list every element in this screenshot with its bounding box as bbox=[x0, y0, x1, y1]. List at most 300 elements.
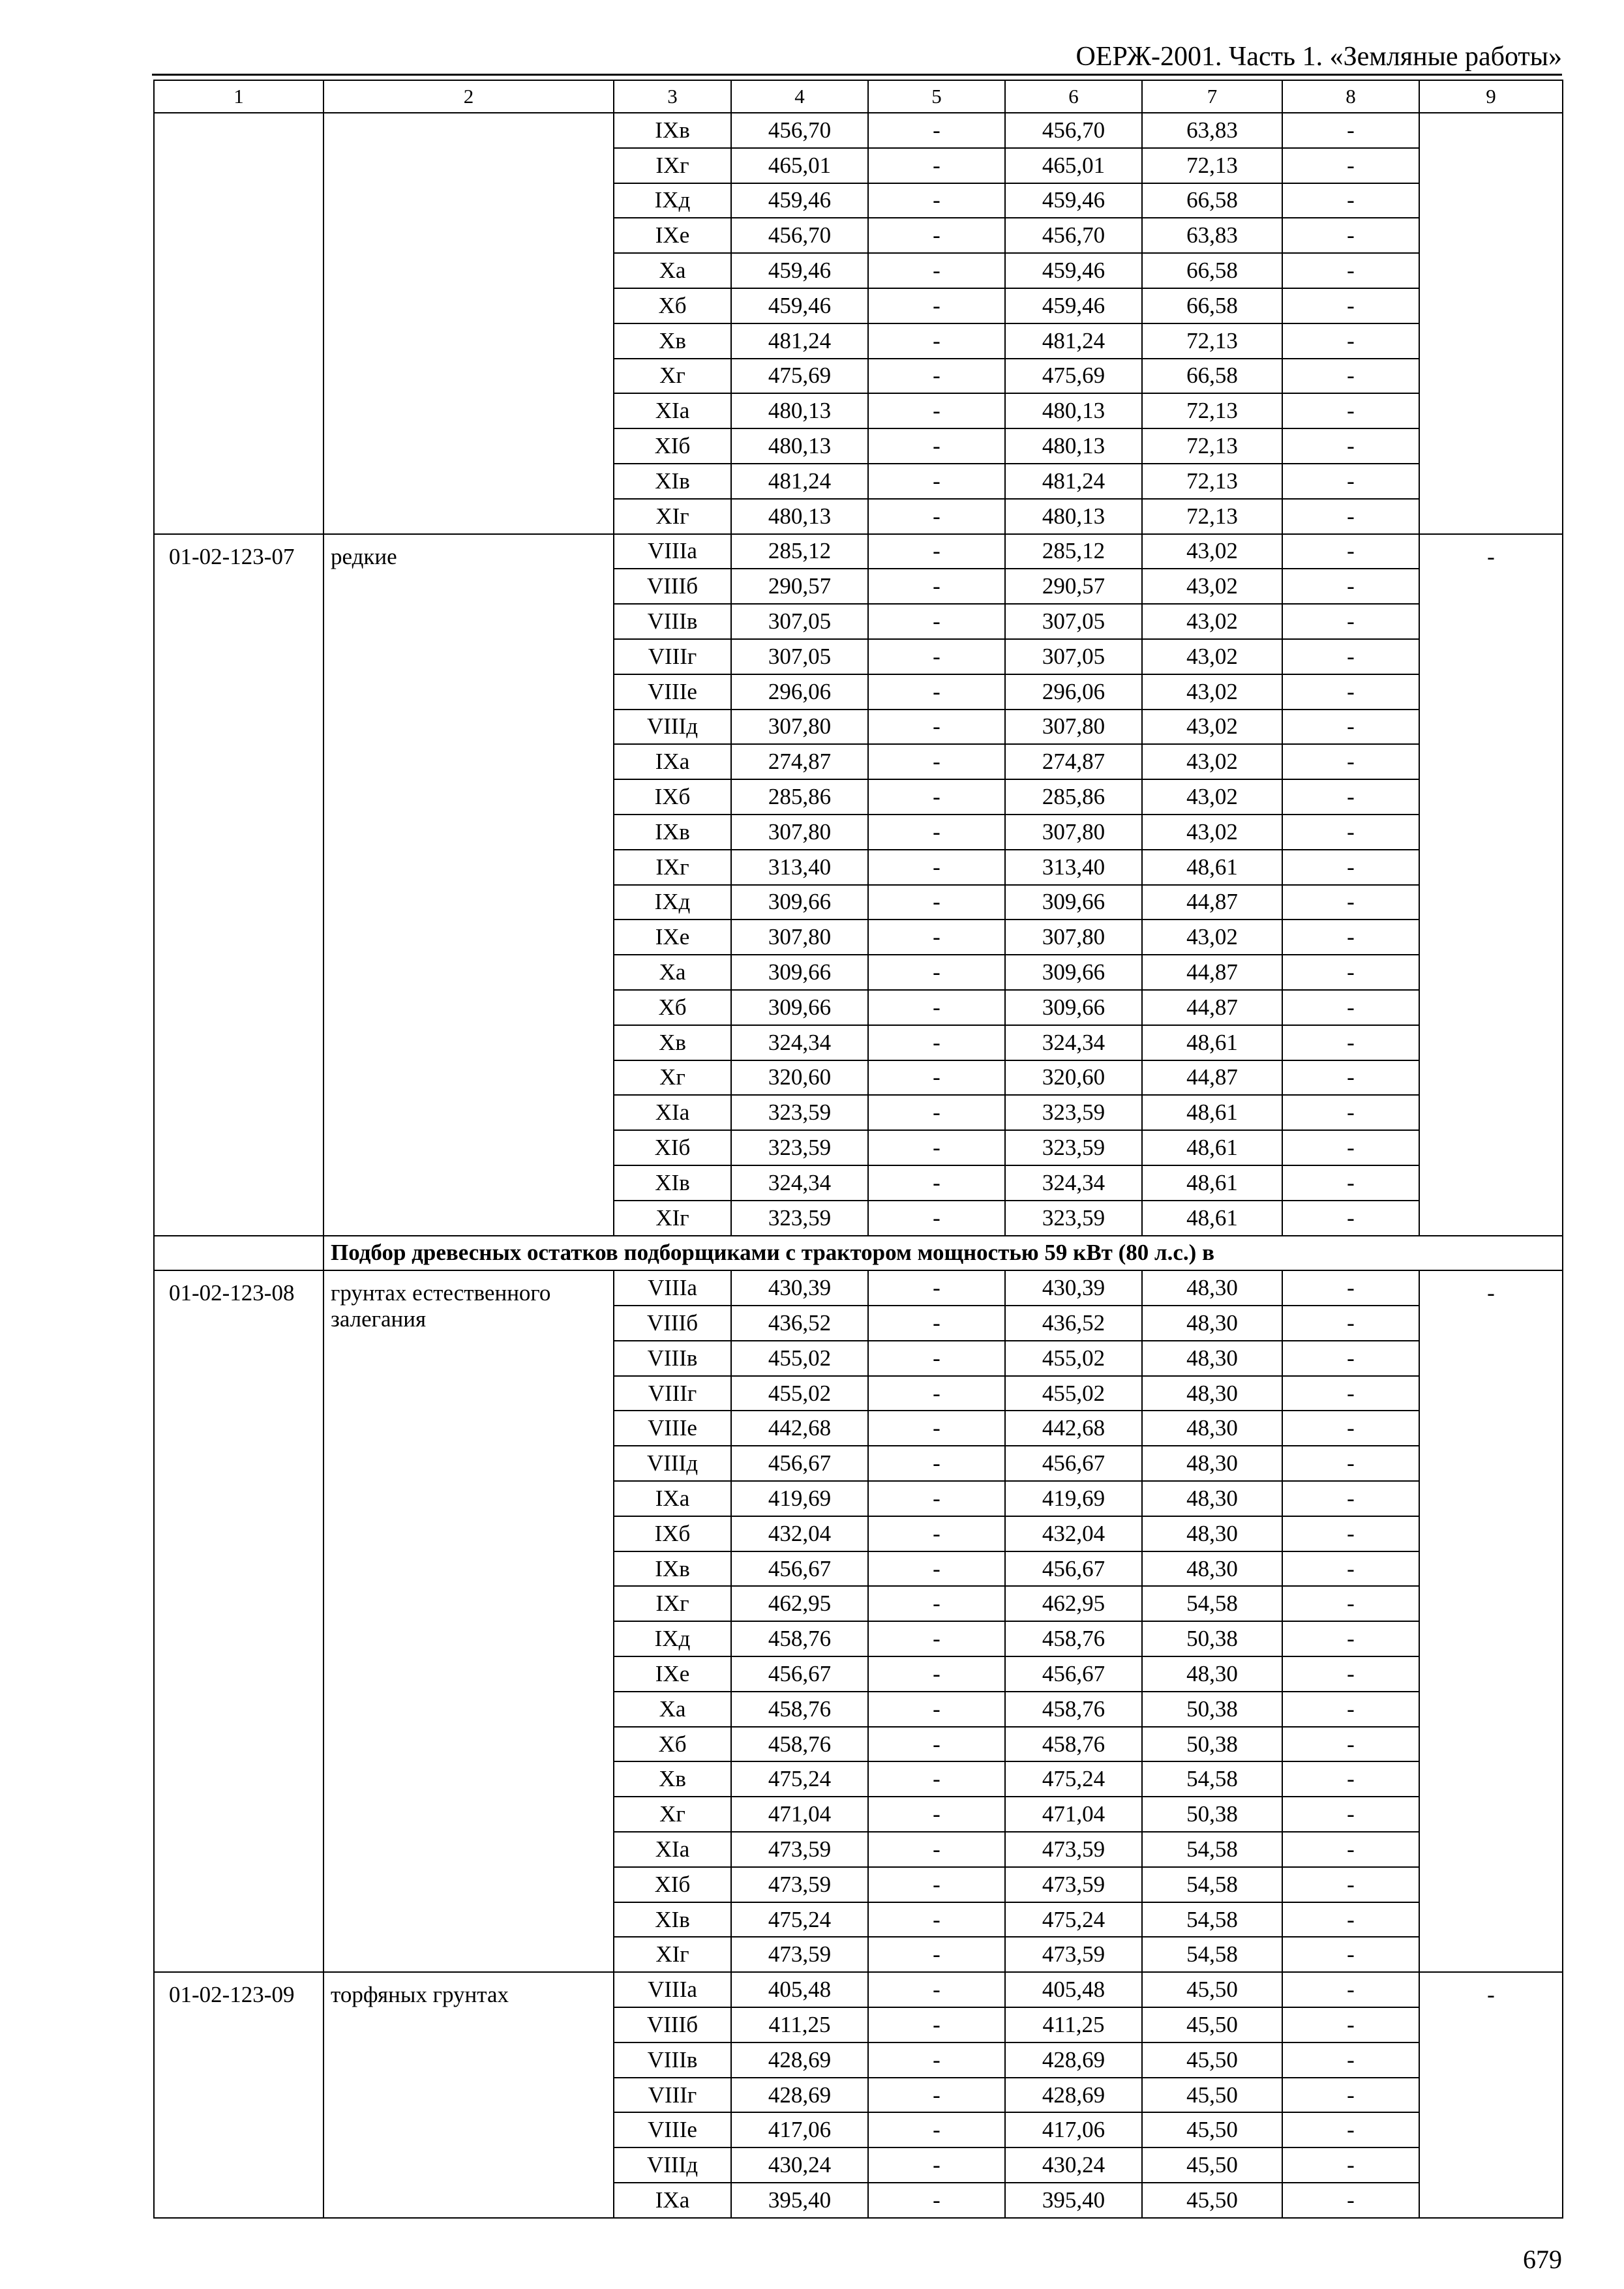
machine-cost-cell: 411,25 bbox=[1005, 2007, 1142, 2042]
materials-cell: - bbox=[1282, 639, 1419, 674]
total-cost-cell: 480,13 bbox=[731, 499, 868, 534]
total-cost-cell: 480,13 bbox=[731, 428, 868, 464]
materials-cell: - bbox=[1282, 1656, 1419, 1692]
materials-cell: - bbox=[1282, 1902, 1419, 1937]
materials-cell: - bbox=[1282, 779, 1419, 815]
total-cost-cell: 323,59 bbox=[731, 1201, 868, 1236]
soil-group-cell: IXв bbox=[614, 1551, 731, 1587]
machine-cost-cell: 324,34 bbox=[1005, 1165, 1142, 1201]
soil-group-cell: IXд bbox=[614, 1621, 731, 1656]
driver-wages-cell: 48,30 bbox=[1142, 1411, 1282, 1446]
driver-wages-cell: 48,61 bbox=[1142, 850, 1282, 885]
total-cost-cell: 481,24 bbox=[731, 464, 868, 499]
machine-cost-cell: 417,06 bbox=[1005, 2112, 1142, 2147]
materials-cell: - bbox=[1282, 1972, 1419, 2007]
wages-cell: - bbox=[868, 1727, 1005, 1762]
soil-group-cell: IXа bbox=[614, 2183, 731, 2218]
soil-group-cell: XIв bbox=[614, 1165, 731, 1201]
driver-wages-cell: 48,61 bbox=[1142, 1165, 1282, 1201]
machine-cost-cell: 432,04 bbox=[1005, 1516, 1142, 1551]
driver-wages-cell: 48,30 bbox=[1142, 1306, 1282, 1341]
total-cost-cell: 465,01 bbox=[731, 148, 868, 183]
machine-cost-cell: 419,69 bbox=[1005, 1481, 1142, 1516]
soil-group-cell: IXб bbox=[614, 779, 731, 815]
soil-group-cell: VIIIг bbox=[614, 2078, 731, 2113]
wages-cell: - bbox=[868, 253, 1005, 288]
soil-group-cell: XIа bbox=[614, 393, 731, 428]
soil-group-cell: IXа bbox=[614, 744, 731, 779]
machine-cost-cell: 480,13 bbox=[1005, 428, 1142, 464]
materials-cell: - bbox=[1282, 1095, 1419, 1130]
total-cost-cell: 320,60 bbox=[731, 1060, 868, 1096]
machine-cost-cell: 274,87 bbox=[1005, 744, 1142, 779]
machine-cost-cell: 481,24 bbox=[1005, 464, 1142, 499]
total-cost-cell: 432,04 bbox=[731, 1516, 868, 1551]
soil-group-cell: Xв bbox=[614, 1761, 731, 1797]
machine-cost-cell: 285,12 bbox=[1005, 534, 1142, 569]
soil-group-cell: IXе bbox=[614, 920, 731, 955]
materials-cell: - bbox=[1282, 1446, 1419, 1481]
materials-cell: - bbox=[1282, 2042, 1419, 2078]
materials-cell: - bbox=[1282, 2112, 1419, 2147]
wages-cell: - bbox=[868, 744, 1005, 779]
total-cost-cell: 307,80 bbox=[731, 920, 868, 955]
table-row bbox=[154, 1972, 1563, 2007]
driver-wages-cell: 44,87 bbox=[1142, 990, 1282, 1025]
driver-wages-cell: 48,30 bbox=[1142, 1656, 1282, 1692]
col9-cell: - bbox=[1419, 534, 1563, 1236]
driver-wages-cell: 66,58 bbox=[1142, 288, 1282, 323]
column-number: 4 bbox=[731, 80, 868, 113]
materials-cell: - bbox=[1282, 464, 1419, 499]
table-row bbox=[154, 1270, 1563, 1306]
driver-wages-cell: 50,38 bbox=[1142, 1797, 1282, 1832]
machine-cost-cell: 456,70 bbox=[1005, 218, 1142, 253]
wages-cell: - bbox=[868, 1270, 1005, 1306]
total-cost-cell: 290,57 bbox=[731, 569, 868, 604]
soil-group-cell: Xа bbox=[614, 955, 731, 990]
materials-cell: - bbox=[1282, 569, 1419, 604]
soil-group-cell: Xг bbox=[614, 359, 731, 394]
driver-wages-cell: 48,61 bbox=[1142, 1025, 1282, 1060]
total-cost-cell: 459,46 bbox=[731, 288, 868, 323]
rate-code: 01-02-123-09 bbox=[154, 1972, 323, 2218]
materials-cell: - bbox=[1282, 1692, 1419, 1727]
wages-cell: - bbox=[868, 674, 1005, 710]
materials-cell: - bbox=[1282, 499, 1419, 534]
driver-wages-cell: 48,30 bbox=[1142, 1551, 1282, 1587]
soil-group-cell: VIIIб bbox=[614, 1306, 731, 1341]
total-cost-cell: 456,70 bbox=[731, 113, 868, 148]
machine-cost-cell: 473,59 bbox=[1005, 1867, 1142, 1902]
driver-wages-cell: 43,02 bbox=[1142, 815, 1282, 850]
wages-cell: - bbox=[868, 1341, 1005, 1376]
wages-cell: - bbox=[868, 1201, 1005, 1236]
materials-cell: - bbox=[1282, 1586, 1419, 1621]
wages-cell: - bbox=[868, 183, 1005, 218]
materials-cell: - bbox=[1282, 744, 1419, 779]
soil-group-cell: Xб bbox=[614, 1727, 731, 1762]
soil-group-cell: XIв bbox=[614, 1902, 731, 1937]
wages-cell: - bbox=[868, 323, 1005, 359]
materials-cell: - bbox=[1282, 1306, 1419, 1341]
soil-group-cell: XIг bbox=[614, 499, 731, 534]
wages-cell: - bbox=[868, 1832, 1005, 1867]
machine-cost-cell: 309,66 bbox=[1005, 885, 1142, 920]
total-cost-cell: 471,04 bbox=[731, 1797, 868, 1832]
wages-cell: - bbox=[868, 1306, 1005, 1341]
total-cost-cell: 428,69 bbox=[731, 2078, 868, 2113]
wages-cell: - bbox=[868, 1867, 1005, 1902]
total-cost-cell: 309,66 bbox=[731, 885, 868, 920]
total-cost-cell: 455,02 bbox=[731, 1341, 868, 1376]
total-cost-cell: 456,67 bbox=[731, 1446, 868, 1481]
table-row bbox=[154, 113, 1563, 148]
wages-cell: - bbox=[868, 288, 1005, 323]
driver-wages-cell: 72,13 bbox=[1142, 148, 1282, 183]
materials-cell: - bbox=[1282, 1727, 1419, 1762]
wages-cell: - bbox=[868, 885, 1005, 920]
machine-cost-cell: 458,76 bbox=[1005, 1621, 1142, 1656]
total-cost-cell: 459,46 bbox=[731, 183, 868, 218]
total-cost-cell: 296,06 bbox=[731, 674, 868, 710]
driver-wages-cell: 44,87 bbox=[1142, 955, 1282, 990]
wages-cell: - bbox=[868, 1551, 1005, 1587]
machine-cost-cell: 323,59 bbox=[1005, 1095, 1142, 1130]
driver-wages-cell: 43,02 bbox=[1142, 604, 1282, 639]
wages-cell: - bbox=[868, 604, 1005, 639]
total-cost-cell: 307,80 bbox=[731, 815, 868, 850]
materials-cell: - bbox=[1282, 148, 1419, 183]
materials-cell: - bbox=[1282, 183, 1419, 218]
machine-cost-cell: 296,06 bbox=[1005, 674, 1142, 710]
total-cost-cell: 274,87 bbox=[731, 744, 868, 779]
soil-group-cell: XIг bbox=[614, 1937, 731, 1972]
rate-code: 01-02-123-07 bbox=[154, 534, 323, 1236]
driver-wages-cell: 48,61 bbox=[1142, 1201, 1282, 1236]
rate-code: 01-02-123-08 bbox=[154, 1270, 323, 1972]
total-cost-cell: 475,24 bbox=[731, 1902, 868, 1937]
machine-cost-cell: 471,04 bbox=[1005, 1797, 1142, 1832]
wages-cell: - bbox=[868, 499, 1005, 534]
soil-group-cell: Xг bbox=[614, 1060, 731, 1096]
materials-cell: - bbox=[1282, 604, 1419, 639]
wages-cell: - bbox=[868, 990, 1005, 1025]
soil-group-cell: VIIIв bbox=[614, 2042, 731, 2078]
materials-cell: - bbox=[1282, 2078, 1419, 2113]
driver-wages-cell: 48,61 bbox=[1142, 1095, 1282, 1130]
wages-cell: - bbox=[868, 1621, 1005, 1656]
driver-wages-cell: 50,38 bbox=[1142, 1727, 1282, 1762]
soil-group-cell: IXг bbox=[614, 1586, 731, 1621]
driver-wages-cell: 66,58 bbox=[1142, 359, 1282, 394]
column-number: 2 bbox=[323, 80, 614, 113]
machine-cost-cell: 456,70 bbox=[1005, 113, 1142, 148]
column-number: 6 bbox=[1005, 80, 1142, 113]
soil-group-cell: VIIIб bbox=[614, 2007, 731, 2042]
soil-group-cell: Xа bbox=[614, 253, 731, 288]
materials-cell: - bbox=[1282, 1551, 1419, 1587]
total-cost-cell: 458,76 bbox=[731, 1727, 868, 1762]
wages-cell: - bbox=[868, 1095, 1005, 1130]
soil-group-cell: IXа bbox=[614, 1481, 731, 1516]
soil-group-cell: VIIIг bbox=[614, 639, 731, 674]
machine-cost-cell: 459,46 bbox=[1005, 183, 1142, 218]
materials-cell: - bbox=[1282, 428, 1419, 464]
wages-cell: - bbox=[868, 1972, 1005, 2007]
driver-wages-cell: 43,02 bbox=[1142, 779, 1282, 815]
soil-group-cell: VIIIв bbox=[614, 604, 731, 639]
machine-cost-cell: 428,69 bbox=[1005, 2078, 1142, 2113]
total-cost-cell: 405,48 bbox=[731, 1972, 868, 2007]
driver-wages-cell: 50,38 bbox=[1142, 1692, 1282, 1727]
wages-cell: - bbox=[868, 1797, 1005, 1832]
soil-group-cell: VIIIд bbox=[614, 1446, 731, 1481]
soil-group-cell: Xг bbox=[614, 1797, 731, 1832]
total-cost-cell: 411,25 bbox=[731, 2007, 868, 2042]
wages-cell: - bbox=[868, 2183, 1005, 2218]
materials-cell: - bbox=[1282, 393, 1419, 428]
machine-cost-cell: 309,66 bbox=[1005, 990, 1142, 1025]
wages-cell: - bbox=[868, 1692, 1005, 1727]
wages-cell: - bbox=[868, 1586, 1005, 1621]
driver-wages-cell: 45,50 bbox=[1142, 2007, 1282, 2042]
soil-group-cell: VIIIд bbox=[614, 710, 731, 745]
total-cost-cell: 458,76 bbox=[731, 1692, 868, 1727]
materials-cell: - bbox=[1282, 534, 1419, 569]
page-number: 679 bbox=[1523, 2245, 1562, 2274]
machine-cost-cell: 285,86 bbox=[1005, 779, 1142, 815]
wages-cell: - bbox=[868, 113, 1005, 148]
wages-cell: - bbox=[868, 639, 1005, 674]
materials-cell: - bbox=[1282, 920, 1419, 955]
soil-group-cell: IXб bbox=[614, 1516, 731, 1551]
machine-cost-cell: 475,24 bbox=[1005, 1761, 1142, 1797]
soil-group-cell: IXе bbox=[614, 1656, 731, 1692]
driver-wages-cell: 48,30 bbox=[1142, 1516, 1282, 1551]
driver-wages-cell: 54,58 bbox=[1142, 1832, 1282, 1867]
materials-cell: - bbox=[1282, 1832, 1419, 1867]
total-cost-cell: 307,05 bbox=[731, 604, 868, 639]
driver-wages-cell: 54,58 bbox=[1142, 1902, 1282, 1937]
materials-cell: - bbox=[1282, 218, 1419, 253]
column-number: 5 bbox=[868, 80, 1005, 113]
driver-wages-cell: 48,30 bbox=[1142, 1376, 1282, 1411]
driver-wages-cell: 72,13 bbox=[1142, 499, 1282, 534]
total-cost-cell: 430,24 bbox=[731, 2147, 868, 2183]
wages-cell: - bbox=[868, 464, 1005, 499]
total-cost-cell: 428,69 bbox=[731, 2042, 868, 2078]
total-cost-cell: 480,13 bbox=[731, 393, 868, 428]
driver-wages-cell: 50,38 bbox=[1142, 1621, 1282, 1656]
soil-group-cell: IXе bbox=[614, 218, 731, 253]
wages-cell: - bbox=[868, 1761, 1005, 1797]
section-title-row bbox=[154, 1236, 1563, 1271]
driver-wages-cell: 44,87 bbox=[1142, 885, 1282, 920]
driver-wages-cell: 43,02 bbox=[1142, 744, 1282, 779]
materials-cell: - bbox=[1282, 815, 1419, 850]
total-cost-cell: 323,59 bbox=[731, 1130, 868, 1165]
total-cost-cell: 419,69 bbox=[731, 1481, 868, 1516]
machine-cost-cell: 323,59 bbox=[1005, 1201, 1142, 1236]
materials-cell: - bbox=[1282, 1411, 1419, 1446]
driver-wages-cell: 72,13 bbox=[1142, 323, 1282, 359]
total-cost-cell: 456,70 bbox=[731, 218, 868, 253]
col9-cell: - bbox=[1419, 1270, 1563, 1972]
machine-cost-cell: 480,13 bbox=[1005, 393, 1142, 428]
column-numbers-row bbox=[154, 80, 1563, 113]
soil-group-cell: XIг bbox=[614, 1201, 731, 1236]
total-cost-cell: 285,12 bbox=[731, 534, 868, 569]
wages-cell: - bbox=[868, 920, 1005, 955]
machine-cost-cell: 307,80 bbox=[1005, 815, 1142, 850]
wages-cell: - bbox=[868, 850, 1005, 885]
wages-cell: - bbox=[868, 1376, 1005, 1411]
total-cost-cell: 442,68 bbox=[731, 1411, 868, 1446]
machine-cost-cell: 458,76 bbox=[1005, 1727, 1142, 1762]
driver-wages-cell: 43,02 bbox=[1142, 674, 1282, 710]
soil-group-cell: XIв bbox=[614, 464, 731, 499]
soil-group-cell: VIIIа bbox=[614, 534, 731, 569]
total-cost-cell: 436,52 bbox=[731, 1306, 868, 1341]
soil-group-cell: VIIIе bbox=[614, 1411, 731, 1446]
soil-group-cell: IXд bbox=[614, 183, 731, 218]
wages-cell: - bbox=[868, 148, 1005, 183]
wages-cell: - bbox=[868, 2112, 1005, 2147]
machine-cost-cell: 458,76 bbox=[1005, 1692, 1142, 1727]
machine-cost-cell: 456,67 bbox=[1005, 1551, 1142, 1587]
total-cost-cell: 417,06 bbox=[731, 2112, 868, 2147]
machine-cost-cell: 456,67 bbox=[1005, 1656, 1142, 1692]
total-cost-cell: 456,67 bbox=[731, 1551, 868, 1587]
wages-cell: - bbox=[868, 2007, 1005, 2042]
machine-cost-cell: 320,60 bbox=[1005, 1060, 1142, 1096]
total-cost-cell: 324,34 bbox=[731, 1165, 868, 1201]
total-cost-cell: 462,95 bbox=[731, 1586, 868, 1621]
materials-cell: - bbox=[1282, 1025, 1419, 1060]
soil-group-cell: Xв bbox=[614, 323, 731, 359]
driver-wages-cell: 63,83 bbox=[1142, 113, 1282, 148]
driver-wages-cell: 43,02 bbox=[1142, 920, 1282, 955]
total-cost-cell: 473,59 bbox=[731, 1832, 868, 1867]
soil-group-cell: XIб bbox=[614, 1867, 731, 1902]
driver-wages-cell: 72,13 bbox=[1142, 464, 1282, 499]
wages-cell: - bbox=[868, 2078, 1005, 2113]
wages-cell: - bbox=[868, 955, 1005, 990]
soil-group-cell: IXг bbox=[614, 850, 731, 885]
total-cost-cell: 473,59 bbox=[731, 1867, 868, 1902]
wages-cell: - bbox=[868, 1516, 1005, 1551]
materials-cell: - bbox=[1282, 1270, 1419, 1306]
total-cost-cell: 309,66 bbox=[731, 955, 868, 990]
driver-wages-cell: 45,50 bbox=[1142, 2112, 1282, 2147]
soil-group-cell: VIIIд bbox=[614, 2147, 731, 2183]
machine-cost-cell: 459,46 bbox=[1005, 288, 1142, 323]
materials-cell: - bbox=[1282, 1130, 1419, 1165]
driver-wages-cell: 43,02 bbox=[1142, 639, 1282, 674]
materials-cell: - bbox=[1282, 1867, 1419, 1902]
driver-wages-cell: 66,58 bbox=[1142, 183, 1282, 218]
soil-group-cell: IXв bbox=[614, 815, 731, 850]
materials-cell: - bbox=[1282, 1516, 1419, 1551]
soil-group-cell: Xв bbox=[614, 1025, 731, 1060]
total-cost-cell: 309,66 bbox=[731, 990, 868, 1025]
driver-wages-cell: 63,83 bbox=[1142, 218, 1282, 253]
soil-group-cell: IXг bbox=[614, 148, 731, 183]
soil-group-cell: IXв bbox=[614, 113, 731, 148]
wages-cell: - bbox=[868, 218, 1005, 253]
section-title: Подбор древесных остатков подборщиками с трактором мощностью 59 кВт (80 л.с.) в bbox=[323, 1236, 1563, 1271]
blank-cell bbox=[154, 1236, 323, 1271]
materials-cell: - bbox=[1282, 885, 1419, 920]
materials-cell: - bbox=[1282, 1481, 1419, 1516]
driver-wages-cell: 45,50 bbox=[1142, 1972, 1282, 2007]
column-number: 9 bbox=[1419, 80, 1563, 113]
soil-group-cell: Xа bbox=[614, 1692, 731, 1727]
materials-cell: - bbox=[1282, 2183, 1419, 2218]
total-cost-cell: 395,40 bbox=[731, 2183, 868, 2218]
machine-cost-cell: 480,13 bbox=[1005, 499, 1142, 534]
materials-cell: - bbox=[1282, 1165, 1419, 1201]
materials-cell: - bbox=[1282, 288, 1419, 323]
wages-cell: - bbox=[868, 393, 1005, 428]
total-cost-cell: 285,86 bbox=[731, 779, 868, 815]
materials-cell: - bbox=[1282, 710, 1419, 745]
materials-cell: - bbox=[1282, 1621, 1419, 1656]
work-name: торфяных грунтах bbox=[323, 1972, 614, 2218]
driver-wages-cell: 72,13 bbox=[1142, 428, 1282, 464]
machine-cost-cell: 481,24 bbox=[1005, 323, 1142, 359]
soil-group-cell: XIб bbox=[614, 1130, 731, 1165]
machine-cost-cell: 428,69 bbox=[1005, 2042, 1142, 2078]
machine-cost-cell: 324,34 bbox=[1005, 1025, 1142, 1060]
machine-cost-cell: 462,95 bbox=[1005, 1586, 1142, 1621]
total-cost-cell: 455,02 bbox=[731, 1376, 868, 1411]
wages-cell: - bbox=[868, 779, 1005, 815]
wages-cell: - bbox=[868, 2042, 1005, 2078]
total-cost-cell: 307,05 bbox=[731, 639, 868, 674]
soil-group-cell: VIIIг bbox=[614, 1376, 731, 1411]
machine-cost-cell: 459,46 bbox=[1005, 253, 1142, 288]
soil-group-cell: XIа bbox=[614, 1095, 731, 1130]
wages-cell: - bbox=[868, 815, 1005, 850]
driver-wages-cell: 48,30 bbox=[1142, 1446, 1282, 1481]
total-cost-cell: 313,40 bbox=[731, 850, 868, 885]
wages-cell: - bbox=[868, 1165, 1005, 1201]
soil-group-cell: Xб bbox=[614, 288, 731, 323]
total-cost-cell: 475,69 bbox=[731, 359, 868, 394]
wages-cell: - bbox=[868, 359, 1005, 394]
wages-cell: - bbox=[868, 710, 1005, 745]
materials-cell: - bbox=[1282, 2147, 1419, 2183]
machine-cost-cell: 465,01 bbox=[1005, 148, 1142, 183]
wages-cell: - bbox=[868, 2147, 1005, 2183]
work-name: грунтах естественного залегания bbox=[323, 1270, 614, 1972]
running-header: ОЕРЖ-2001. Часть 1. «Земляные работы» bbox=[1075, 42, 1562, 72]
machine-cost-cell: 307,05 bbox=[1005, 639, 1142, 674]
soil-group-cell: VIIIв bbox=[614, 1341, 731, 1376]
soil-group-cell: XIб bbox=[614, 428, 731, 464]
driver-wages-cell: 48,30 bbox=[1142, 1270, 1282, 1306]
materials-cell: - bbox=[1282, 1937, 1419, 1972]
column-number: 7 bbox=[1142, 80, 1282, 113]
materials-cell: - bbox=[1282, 323, 1419, 359]
machine-cost-cell: 473,59 bbox=[1005, 1937, 1142, 1972]
wages-cell: - bbox=[868, 1025, 1005, 1060]
driver-wages-cell: 48,30 bbox=[1142, 1481, 1282, 1516]
machine-cost-cell: 323,59 bbox=[1005, 1130, 1142, 1165]
soil-group-cell: VIIIб bbox=[614, 569, 731, 604]
